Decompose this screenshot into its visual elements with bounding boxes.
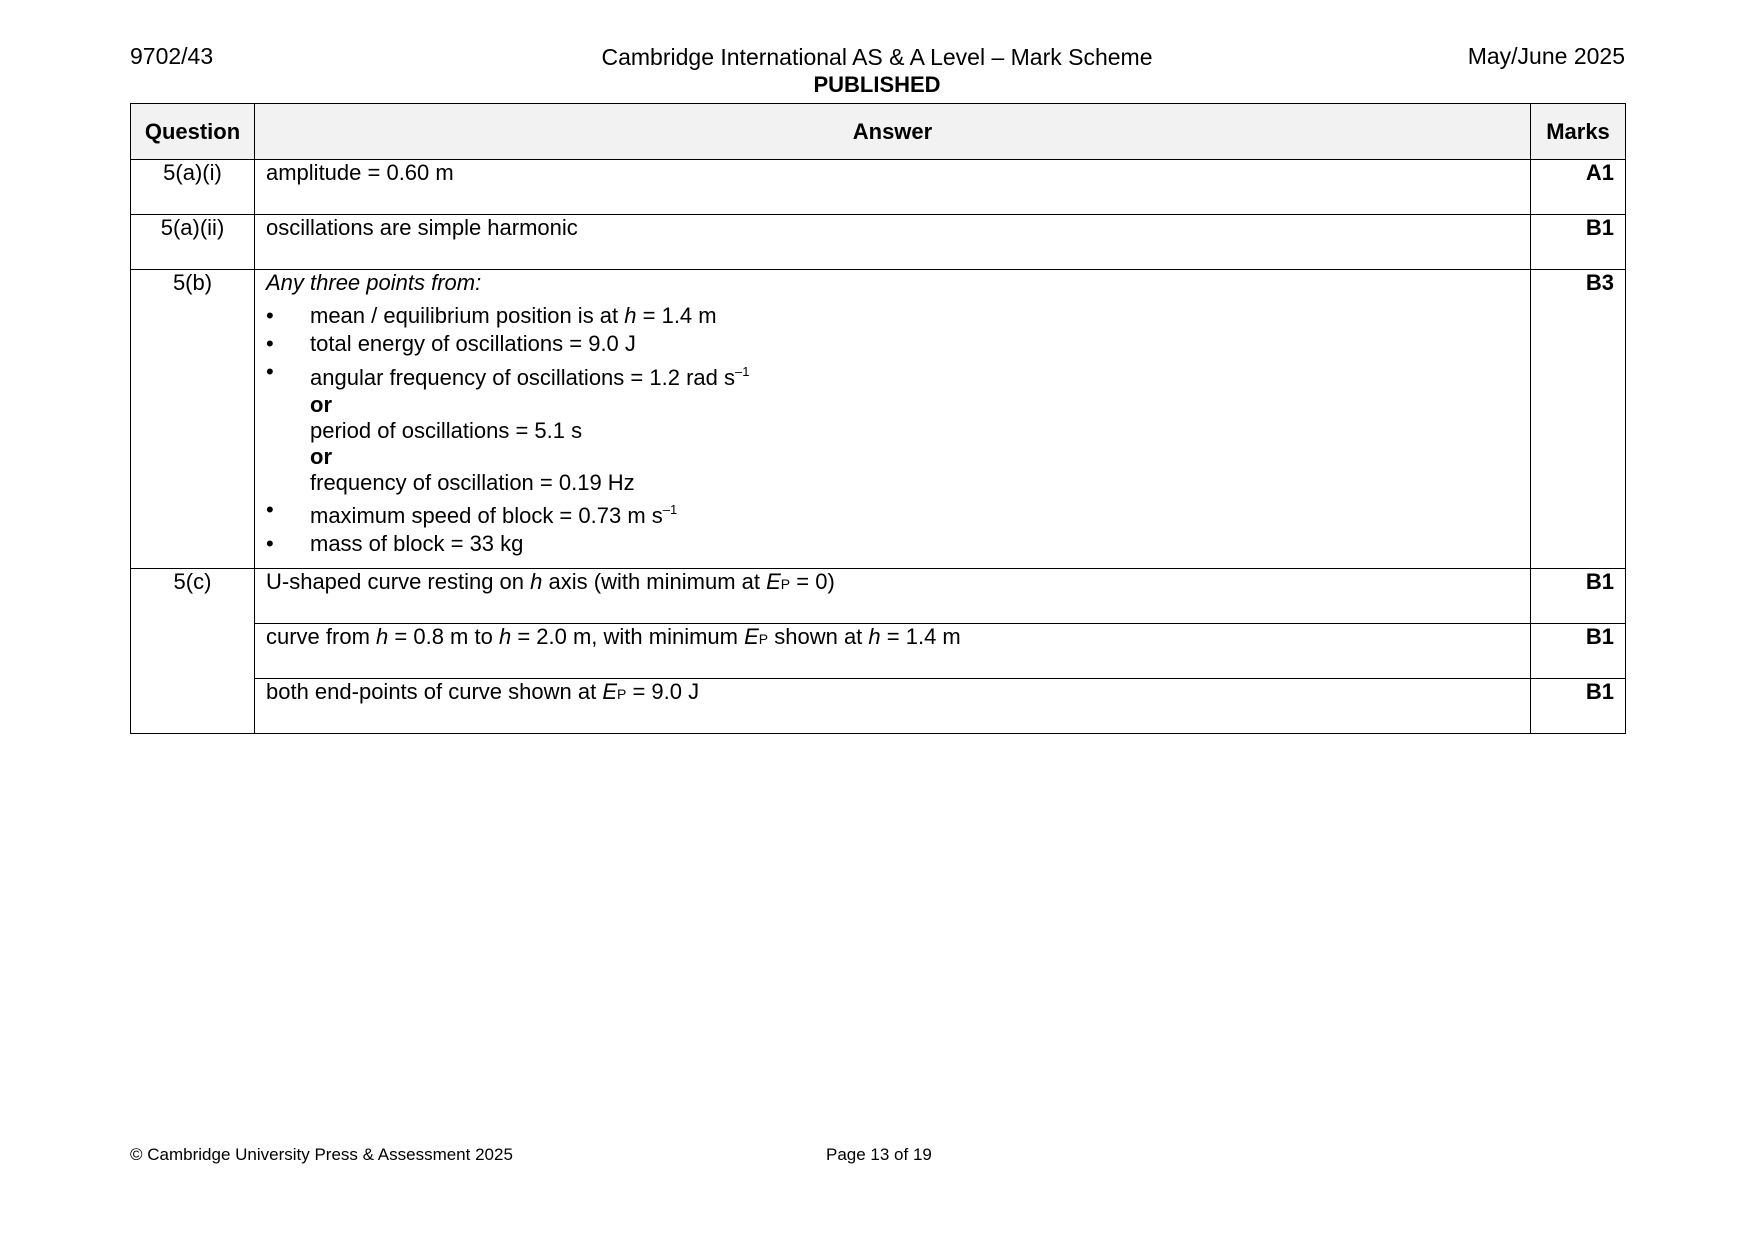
answer-cell: amplitude = 0.60 m — [255, 160, 1531, 215]
answer-cell — [255, 270, 1531, 569]
list-item — [266, 330, 1519, 358]
variable: E — [766, 569, 781, 594]
answer-lead: Any three points from: — [266, 270, 482, 295]
table-row — [131, 569, 1626, 624]
table-row — [131, 160, 1626, 215]
list-item — [266, 358, 1519, 496]
list-item — [266, 302, 1519, 330]
answer-text: = 0.8 m to — [388, 624, 499, 649]
list-item — [266, 496, 1519, 530]
question-cell: 5(b) — [131, 270, 255, 569]
answer-text: curve from — [266, 624, 377, 649]
variable: h — [530, 569, 543, 594]
page-number: Page 13 of 19 — [826, 1145, 932, 1164]
superscript: –1 — [734, 364, 750, 379]
question-cell: 5(c) — [131, 569, 255, 734]
answer-text: U-shaped curve resting on — [266, 569, 531, 594]
answer-cell — [255, 569, 1531, 624]
answer-cell — [255, 679, 1531, 734]
table-row — [131, 215, 1626, 270]
list-item — [266, 530, 1519, 558]
bullet: • — [266, 359, 274, 384]
answer-text: = 9.0 J — [626, 679, 700, 704]
variable: h — [868, 624, 881, 649]
point-text: mass of block = 33 kg — [310, 531, 524, 556]
marks-cell: B1 — [1531, 215, 1626, 270]
point-alt-text: frequency of oscillation = 0.19 Hz — [310, 470, 635, 495]
subscript: P — [758, 631, 769, 647]
marks-cell: B1 — [1531, 624, 1626, 679]
marks-cell: A1 — [1531, 160, 1626, 215]
marks-cell: B3 — [1531, 270, 1626, 569]
header-title: Cambridge International AS & A Level – Mark Scheme — [601, 44, 1153, 70]
variable: E — [744, 624, 759, 649]
point-text: maximum speed of block = 0.73 m s — [310, 503, 663, 528]
copyright-notice: © Cambridge University Press & Assessment 2025 — [130, 1145, 513, 1164]
answer-points-list — [266, 302, 1519, 558]
variable: E — [602, 679, 618, 704]
point-text: mean / equilibrium position is at — [310, 303, 625, 328]
question-cell: 5(a)(ii) — [131, 215, 255, 270]
subscript: P — [780, 576, 791, 592]
column-header-marks: Marks — [1531, 104, 1626, 160]
variable: h — [498, 624, 512, 649]
answer-text: = 0) — [790, 569, 835, 594]
header-subtitle: PUBLISHED — [813, 72, 941, 97]
point-alt-text: period of oscillations = 5.1 s — [310, 418, 583, 443]
superscript: –1 — [662, 502, 678, 517]
question-cell: 5(a)(i) — [131, 160, 255, 215]
table-header-row — [131, 104, 1626, 160]
answer-text: axis (with minimum at — [542, 569, 767, 594]
answer-text: both end-points of curve shown at — [266, 679, 603, 704]
answer-cell — [255, 624, 1531, 679]
table-row — [131, 624, 1626, 679]
or-label: or — [310, 444, 332, 469]
variable: h — [624, 303, 637, 328]
bullet: • — [266, 497, 274, 522]
exam-session: May/June 2025 — [1467, 43, 1625, 69]
table-row — [131, 679, 1626, 734]
marks-cell: B1 — [1531, 569, 1626, 624]
subscript: P — [617, 686, 627, 702]
answer-text: shown at — [768, 624, 869, 649]
answer-text: = 2.0 m, with minimum — [511, 624, 745, 649]
marks-cell: B1 — [1531, 679, 1626, 734]
mark-scheme-table — [130, 103, 1626, 734]
or-label: or — [310, 392, 332, 417]
table-row — [131, 270, 1626, 569]
bullet: • — [266, 303, 274, 328]
point-text: = 1.4 m — [636, 303, 717, 328]
point-text: total energy of oscillations = 9.0 J — [310, 331, 636, 356]
column-header-answer: Answer — [255, 104, 1531, 160]
variable: h — [376, 624, 389, 649]
column-header-question: Question — [131, 104, 255, 160]
answer-text: = 1.4 m — [880, 624, 961, 649]
point-text: angular frequency of oscillations = 1.2 rad s — [310, 365, 735, 390]
bullet: • — [266, 531, 274, 556]
answer-cell: oscillations are simple harmonic — [255, 215, 1531, 270]
bullet: • — [266, 331, 274, 356]
paper-code: 9702/43 — [130, 43, 214, 69]
